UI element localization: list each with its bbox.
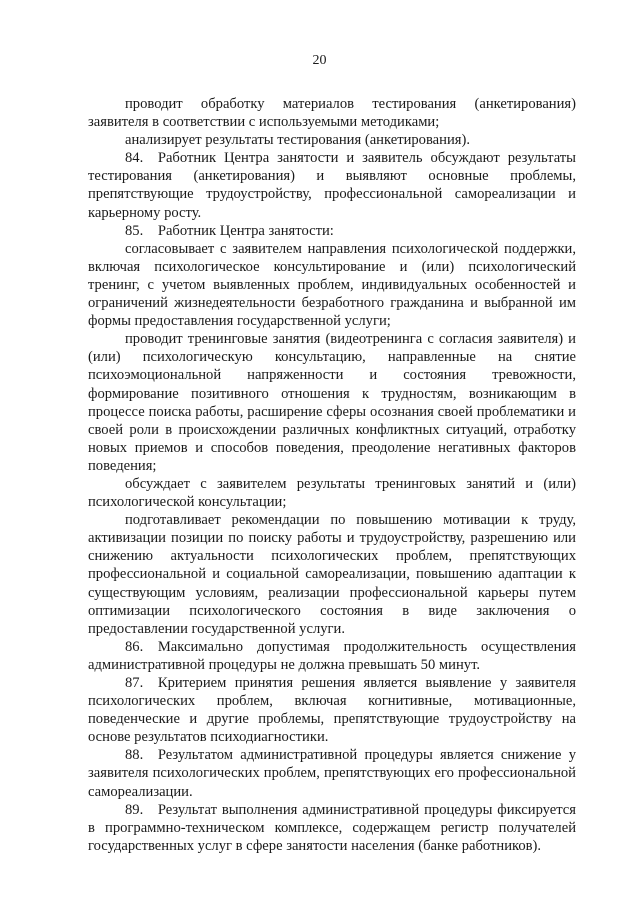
paragraph-84: 84. Работник Центра занятости и заявитель обсуждают результаты тестирования (анкетирования) и выявляют основные проблемы, препятствующие трудоустройству, профессиональной самореализации и карьерному росту.	[88, 150, 576, 221]
page-number: 20	[312, 53, 327, 68]
paragraph-88: 88. Результатом административной процедуры является снижение у заявителя психологических проблем, препятствующих его профессиональной самореализации.	[88, 747, 576, 800]
paragraph-85: 85. Работник Центра занятости:	[125, 222, 334, 239]
paragraph-85-training: проводит тренинговые занятия (видеотренинга с согласия заявителя) и (или) психологическую консультацию, направленные на снятие психоэмоциональной напряженности и состояния тревожности, формирование позитивного отношения к трудностям, возникающим в процессе поиска работы, расширение сферы осознания своей проблематики и своей роли в происхождении различных конфликтных ситуаций, отработку новых приемов и способов поведения, преодоление негативных факторов поведения;	[88, 331, 576, 474]
paragraph-89: 89. Результат выполнения административной процедуры фиксируется в программно-техническом комплексе, содержащем регистр получателей государственных услуг в сфере занятости населения (банке работников).	[88, 801, 576, 854]
paragraph-85-recommendations: подготавливает рекомендации по повышению мотивации к труду, активизации позиции по поиску работы и трудоустройству, разрешению или снижению актуальности психологических проблем, препятствующих профессиональной и социальной самореализации, повышению адаптации к существующим условиям, реализации профессиональной карьеры путем оптимизации психологического состояния в виде заключения о предоставлении государственной услуги.	[88, 512, 576, 637]
paragraph-86: 86. Максимально допустимая продолжительность осуществления административной процедуры не должна превышать 50 минут.	[88, 638, 576, 673]
document-body	[88, 95, 576, 855]
paragraph-test-processing: проводит обработку материалов тестирования (анкетирования) заявителя в соответствии с используемыми методиками;	[88, 96, 576, 131]
paragraph-test-analysis: анализирует результаты тестирования (анкетирования).	[125, 132, 470, 149]
paragraph-87: 87. Критерием принятия решения является выявление у заявителя психологических проблем, включая когнитивные, мотивационные, поведенческие и другие проблемы, препятствующие трудоустройству на основе результатов психодиагностики.	[88, 675, 576, 746]
paragraph-85-coordination: согласовывает с заявителем направления психологической поддержки, включая психологическое консультирование и (или) психологический тренинг, с учетом выявленных проблем, индивидуальных особенностей и ограничений жизнедеятельности безработного гражданина и выбранной им формы предоставления государственной услуги;	[88, 240, 576, 330]
paragraph-85-discussion: обсуждает с заявителем результаты тренинговых занятий и (или) психологической консультации;	[88, 475, 576, 511]
